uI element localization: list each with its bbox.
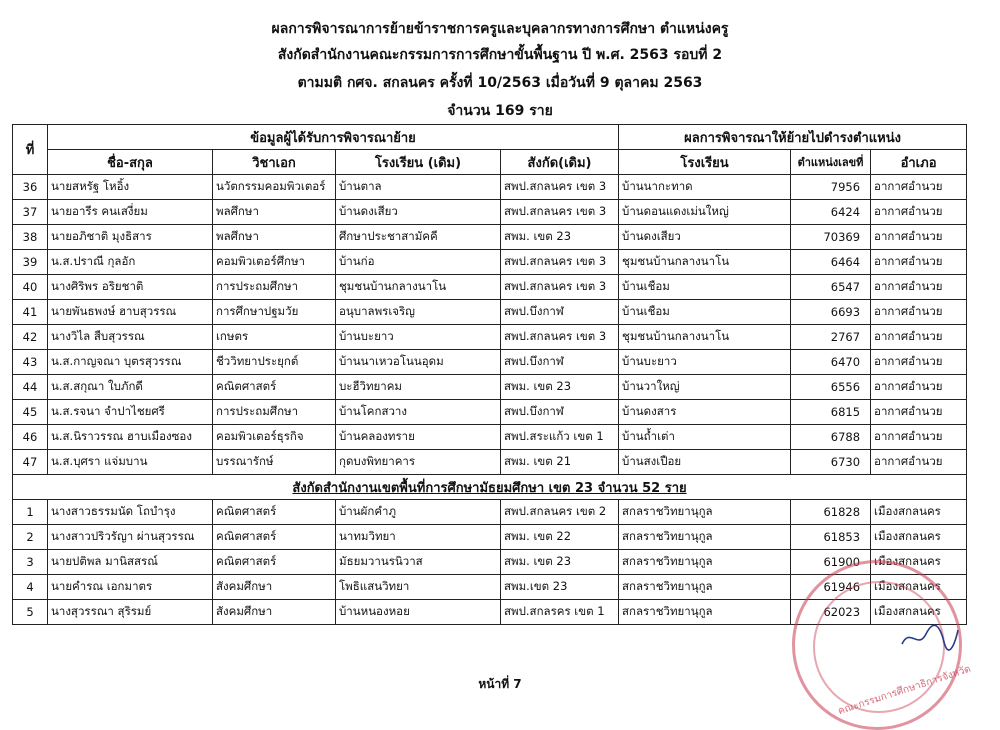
cell-district: เมืองสกลนคร — [871, 525, 967, 550]
cell-school-old: บ้านผักคำภู — [336, 500, 501, 525]
cell-major: สังคมศึกษา — [213, 575, 336, 600]
cell-no: 45 — [13, 400, 48, 425]
cell-position-no: 6730 — [791, 450, 871, 475]
col-header-name: ชื่อ-สกุล — [48, 150, 213, 175]
cell-no: 39 — [13, 250, 48, 275]
cell-office-old: สพป.สกลนคร เขต 3 — [501, 200, 619, 225]
cell-name: นายอารีร คนเสงี่ยม — [48, 200, 213, 225]
cell-major: ชีววิทยาประยุกต์ — [213, 350, 336, 375]
cell-position-no: 2767 — [791, 325, 871, 350]
cell-major: การประถมศึกษา — [213, 400, 336, 425]
cell-name: นางวิไล สืบสุวรรณ — [48, 325, 213, 350]
cell-position-no: 6464 — [791, 250, 871, 275]
transfer-table — [12, 124, 967, 625]
doc-title-count: จำนวน 169 ราย — [447, 103, 553, 119]
cell-school-new: บ้านสงเปือย — [619, 450, 791, 475]
cell-school-old: อนุบาลพรเจริญ — [336, 300, 501, 325]
cell-school-new: บ้านบะยาว — [619, 350, 791, 375]
cell-school-old: บ้านหนองหอย — [336, 600, 501, 625]
cell-office-old: สพม. เขต 21 — [501, 450, 619, 475]
table-row — [13, 350, 967, 375]
cell-school-new: ชุมชนบ้านกลางนาโน — [619, 325, 791, 350]
cell-school-new: บ้านดอนแดงเม่นใหญ่ — [619, 200, 791, 225]
cell-position-no: 62023 — [791, 600, 871, 625]
cell-no: 40 — [13, 275, 48, 300]
cell-district: อากาศอำนวย — [871, 225, 967, 250]
cell-office-old: สพป.สกลนคร เขต 3 — [501, 250, 619, 275]
signature-mark — [900, 622, 960, 652]
cell-office-old: สพป.สกลนคร เขต 2 — [501, 500, 619, 525]
cell-no: 41 — [13, 300, 48, 325]
table-row — [13, 375, 967, 400]
cell-district: อากาศอำนวย — [871, 275, 967, 300]
cell-school-old: บ้านบะยาว — [336, 325, 501, 350]
cell-school-old: มัธยมวานรนิวาส — [336, 550, 501, 575]
cell-no: 5 — [13, 600, 48, 625]
cell-school-old: ชุมชนบ้านกลางนาโน — [336, 275, 501, 300]
seal-text: คณะกรรมการศึกษาธิการจังหวัด — [836, 663, 973, 718]
doc-title-line1: ผลการพิจารณาการย้ายข้าราชการครูและบุคลากรทางการศึกษา ตำแหน่งครู — [271, 21, 729, 37]
cell-position-no: 6788 — [791, 425, 871, 450]
table-row — [13, 500, 967, 525]
doc-title-line2: สังกัดสำนักงานคณะกรรมการการศึกษาขั้นพื้นฐาน ปี พ.ศ. 2563 รอบที่ 2 — [277, 47, 723, 63]
cell-office-old: สพม.เขต 23 — [501, 575, 619, 600]
page-number: หน้าที่ 7 — [478, 677, 522, 691]
cell-position-no: 7956 — [791, 175, 871, 200]
cell-no: 2 — [13, 525, 48, 550]
cell-school-new: สกลราชวิทยานุกูล — [619, 550, 791, 575]
group-header-result: ผลการพิจารณาให้ย้ายไปดำรงตำแหน่ง — [619, 125, 967, 150]
table-row — [13, 550, 967, 575]
cell-name: น.ส.ปราณี กุลอัก — [48, 250, 213, 275]
cell-major: คณิตศาสตร์ — [213, 500, 336, 525]
cell-name: น.ส.บุศรา แจ่มบาน — [48, 450, 213, 475]
table-row — [13, 200, 967, 225]
cell-position-no: 61828 — [791, 500, 871, 525]
cell-school-old: บ้านคลองทราย — [336, 425, 501, 450]
cell-district: อากาศอำนวย — [871, 325, 967, 350]
table-row — [13, 325, 967, 350]
cell-position-no: 6424 — [791, 200, 871, 225]
cell-school-new: บ้านถ้ำเต่า — [619, 425, 791, 450]
cell-name: น.ส.กาญจณา บุตรสุวรรณ — [48, 350, 213, 375]
cell-district: อากาศอำนวย — [871, 425, 967, 450]
cell-no: 38 — [13, 225, 48, 250]
cell-district: เมืองสกลนคร — [871, 500, 967, 525]
cell-school-new: สกลราชวิทยานุกูล — [619, 500, 791, 525]
col-header-school-old: โรงเรียน (เดิม) — [336, 150, 501, 175]
cell-major: คอมพิวเตอร์ธุรกิจ — [213, 425, 336, 450]
cell-school-new: บ้านวาใหญ่ — [619, 375, 791, 400]
table-row — [13, 400, 967, 425]
cell-name: น.ส.สกุณา ใบภักดี — [48, 375, 213, 400]
cell-office-old: สพป.บึงกาฬ — [501, 350, 619, 375]
table-row — [13, 300, 967, 325]
cell-school-new: สกลราชวิทยานุกูล — [619, 575, 791, 600]
cell-name: นางสาวปริวรัญา ผ่านสุวรรณ — [48, 525, 213, 550]
cell-position-no: 6556 — [791, 375, 871, 400]
cell-district: อากาศอำนวย — [871, 375, 967, 400]
cell-office-old: สพป.สกลรคร เขต 1 — [501, 600, 619, 625]
section-header-secondary-23: สังกัดสำนักงานเขตพื้นที่การศึกษามัธยมศึกษา เขต 23 จำนวน 52 ราย — [13, 475, 967, 500]
cell-school-old: โพธิแสนวิทยา — [336, 575, 501, 600]
cell-school-old: บ้านโคกสวาง — [336, 400, 501, 425]
cell-office-old: สพป.สระแก้ว เขต 1 — [501, 425, 619, 450]
col-header-district: อำเภอ — [871, 150, 967, 175]
cell-name: นางสาวธรรมนัด โถบำรุง — [48, 500, 213, 525]
cell-major: การประถมศึกษา — [213, 275, 336, 300]
cell-office-old: สพม. เขต 23 — [501, 375, 619, 400]
cell-no: 43 — [13, 350, 48, 375]
cell-no: 47 — [13, 450, 48, 475]
cell-district: เมืองสกลนคร — [871, 575, 967, 600]
cell-school-old: ศึกษาประชาสามัคคี — [336, 225, 501, 250]
col-header-position-no: ตำแหน่งเลขที่ — [791, 150, 871, 175]
cell-school-old: กุดบงพิทยาคาร — [336, 450, 501, 475]
cell-major: การศึกษาปฐมวัย — [213, 300, 336, 325]
col-header-school-new: โรงเรียน — [619, 150, 791, 175]
col-header-major: วิชาเอก — [213, 150, 336, 175]
table-row — [13, 175, 967, 200]
cell-position-no: 6815 — [791, 400, 871, 425]
cell-school-new: บ้านดงสาร — [619, 400, 791, 425]
cell-major: คณิตศาสตร์ — [213, 375, 336, 400]
cell-school-old: บ้านนาเหวอโนนอุดม — [336, 350, 501, 375]
cell-office-old: สพป.สกลนคร เขต 3 — [501, 325, 619, 350]
cell-major: คณิตศาสตร์ — [213, 550, 336, 575]
cell-major: คอมพิวเตอร์ศึกษา — [213, 250, 336, 275]
cell-school-new: ชุมชนบ้านกลางนาโน — [619, 250, 791, 275]
cell-district: อากาศอำนวย — [871, 175, 967, 200]
cell-no: 44 — [13, 375, 48, 400]
cell-no: 42 — [13, 325, 48, 350]
cell-district: อากาศอำนวย — [871, 350, 967, 375]
cell-name: นายสหรัฐ โหอิ้ง — [48, 175, 213, 200]
cell-office-old: สพป.บึงกาฬ — [501, 400, 619, 425]
cell-no: 3 — [13, 550, 48, 575]
cell-major: คณิตศาสตร์ — [213, 525, 336, 550]
table-row — [13, 275, 967, 300]
cell-office-old: สพป.บึงกาฬ — [501, 300, 619, 325]
cell-district: เมืองสกลนคร — [871, 600, 967, 625]
cell-major: บรรณารักษ์ — [213, 450, 336, 475]
cell-major: พลศึกษา — [213, 225, 336, 250]
cell-major: พลศึกษา — [213, 200, 336, 225]
cell-major: สังคมศึกษา — [213, 600, 336, 625]
group-header-applicant: ข้อมูลผู้ได้รับการพิจารณาย้าย — [48, 125, 619, 150]
table-row — [13, 425, 967, 450]
cell-school-old: บ้านตาล — [336, 175, 501, 200]
cell-school-new: บ้านนากะทาด — [619, 175, 791, 200]
cell-no: 1 — [13, 500, 48, 525]
col-header-office-old: สังกัด(เดิม) — [501, 150, 619, 175]
cell-district: อากาศอำนวย — [871, 300, 967, 325]
cell-name: นายพันธพงษ์ ฮาบสุวรรณ — [48, 300, 213, 325]
cell-position-no: 6693 — [791, 300, 871, 325]
cell-office-old: สพป.สกลนคร เขต 3 — [501, 275, 619, 300]
table-row — [13, 450, 967, 475]
cell-district: อากาศอำนวย — [871, 450, 967, 475]
cell-name: นายอภิชาติ มุงธิสาร — [48, 225, 213, 250]
cell-school-new: สกลราชวิทยานุกูล — [619, 525, 791, 550]
cell-major: นวัตกรรมคอมพิวเตอร์ — [213, 175, 336, 200]
table-row — [13, 250, 967, 275]
cell-school-new: บ้านดงเสียว — [619, 225, 791, 250]
cell-office-old: สพม. เขต 22 — [501, 525, 619, 550]
cell-district: อากาศอำนวย — [871, 200, 967, 225]
cell-office-old: สพม. เขต 23 — [501, 550, 619, 575]
cell-school-new: สกลราชวิทยานุกูล — [619, 600, 791, 625]
cell-name: น.ส.รจนา จำปาไชยศรี — [48, 400, 213, 425]
cell-office-old: สพป.สกลนคร เขต 3 — [501, 175, 619, 200]
cell-district: อากาศอำนวย — [871, 250, 967, 275]
cell-name: นายปติพล มานิสสรณ์ — [48, 550, 213, 575]
cell-name: นางศิริพร อริยชาติ — [48, 275, 213, 300]
cell-school-old: นาทมวิทยา — [336, 525, 501, 550]
doc-title-line3: ตามมติ กศจ. สกลนคร ครั้งที่ 10/2563 เมื่อวันที่ 9 ตุลาคม 2563 — [297, 75, 703, 91]
cell-office-old: สพม. เขต 23 — [501, 225, 619, 250]
cell-no: 36 — [13, 175, 48, 200]
cell-name: นายคำรณ เอกมาตร — [48, 575, 213, 600]
cell-position-no: 70369 — [791, 225, 871, 250]
cell-district: เมืองสกลนคร — [871, 550, 967, 575]
cell-name: น.ส.นิราวรรณ ฮาบเมืองซอง — [48, 425, 213, 450]
cell-school-new: บ้านเชือม — [619, 275, 791, 300]
table-row — [13, 525, 967, 550]
cell-school-old: บ้านก่อ — [336, 250, 501, 275]
cell-position-no: 61900 — [791, 550, 871, 575]
cell-school-old: บ้านดงเสียว — [336, 200, 501, 225]
col-header-no: ที่ — [13, 125, 48, 175]
cell-position-no: 61853 — [791, 525, 871, 550]
cell-major: เกษตร — [213, 325, 336, 350]
cell-position-no: 61946 — [791, 575, 871, 600]
table-row — [13, 225, 967, 250]
cell-no: 46 — [13, 425, 48, 450]
cell-school-old: บะฮีวิทยาคม — [336, 375, 501, 400]
cell-position-no: 6470 — [791, 350, 871, 375]
cell-no: 37 — [13, 200, 48, 225]
cell-position-no: 6547 — [791, 275, 871, 300]
cell-name: นางสุวรรณา สุริรมย์ — [48, 600, 213, 625]
cell-district: อากาศอำนวย — [871, 400, 967, 425]
cell-school-new: บ้านเชือม — [619, 300, 791, 325]
cell-no: 4 — [13, 575, 48, 600]
